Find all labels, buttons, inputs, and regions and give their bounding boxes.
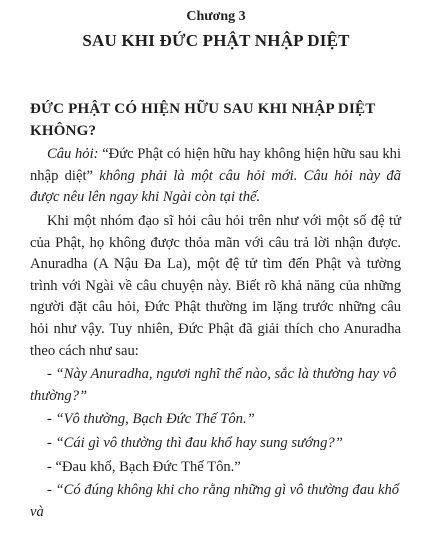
dialogue-line: - “Cái gì vô thường thì đau khổ hay sung sướng?” xyxy=(47,434,343,451)
question-note: không phải là một câu hỏi mới. Câu hỏi này đã được nêu lên ngay khi Ngài còn tại thế. xyxy=(30,167,401,206)
question-label: Câu hỏi: xyxy=(47,146,99,163)
dialogue-line: - “Đau khổ, Bạch Đức Thế Tôn.” xyxy=(47,458,241,475)
dialogue-line: - “Này Anuradha, ngươi nghĩ thế nào, sắc là thường hay vô thường?” xyxy=(30,366,397,404)
question-quote: “Đức Phật có hiện hữu hay không hiện hữu sau khi nhập diệt” xyxy=(30,146,401,184)
page-body xyxy=(30,99,401,525)
chapter-label: Chương 3 xyxy=(186,9,246,24)
dialogue-line: - “Vô thường, Bạch Đức Thế Tôn.” xyxy=(47,411,255,428)
question-paragraph xyxy=(30,144,401,209)
dialogue-line: - “Có đúng không khi cho rằng những gì vô thường đau khổ và xyxy=(30,482,400,520)
chapter-title: SAU KHI ĐỨC PHẬT NHẬP DIỆT xyxy=(82,31,350,50)
section-heading: ĐỨC PHẬT CÓ HIỆN HỮU SAU KHI NHẬP DIỆT KHÔNG? xyxy=(30,101,376,139)
body-paragraph: Khi một nhóm đạo sĩ hỏi câu hỏi trên như với một số đệ tử của Phật, họ không được thỏa mãn với câu trả lời nhận được. Anuradha (A Nậu Đa La), một đệ tử tìm đến Phật và tường trình với Ngài về câu chuyện này. Biết rõ khả năng của những người đặt câu hỏi, Đức Phật thường im lặng trước những câu hỏi như vậy. Tuy nhiên, Đức Phật đã giải thích cho Anuradha theo cách như sau: xyxy=(30,212,401,359)
